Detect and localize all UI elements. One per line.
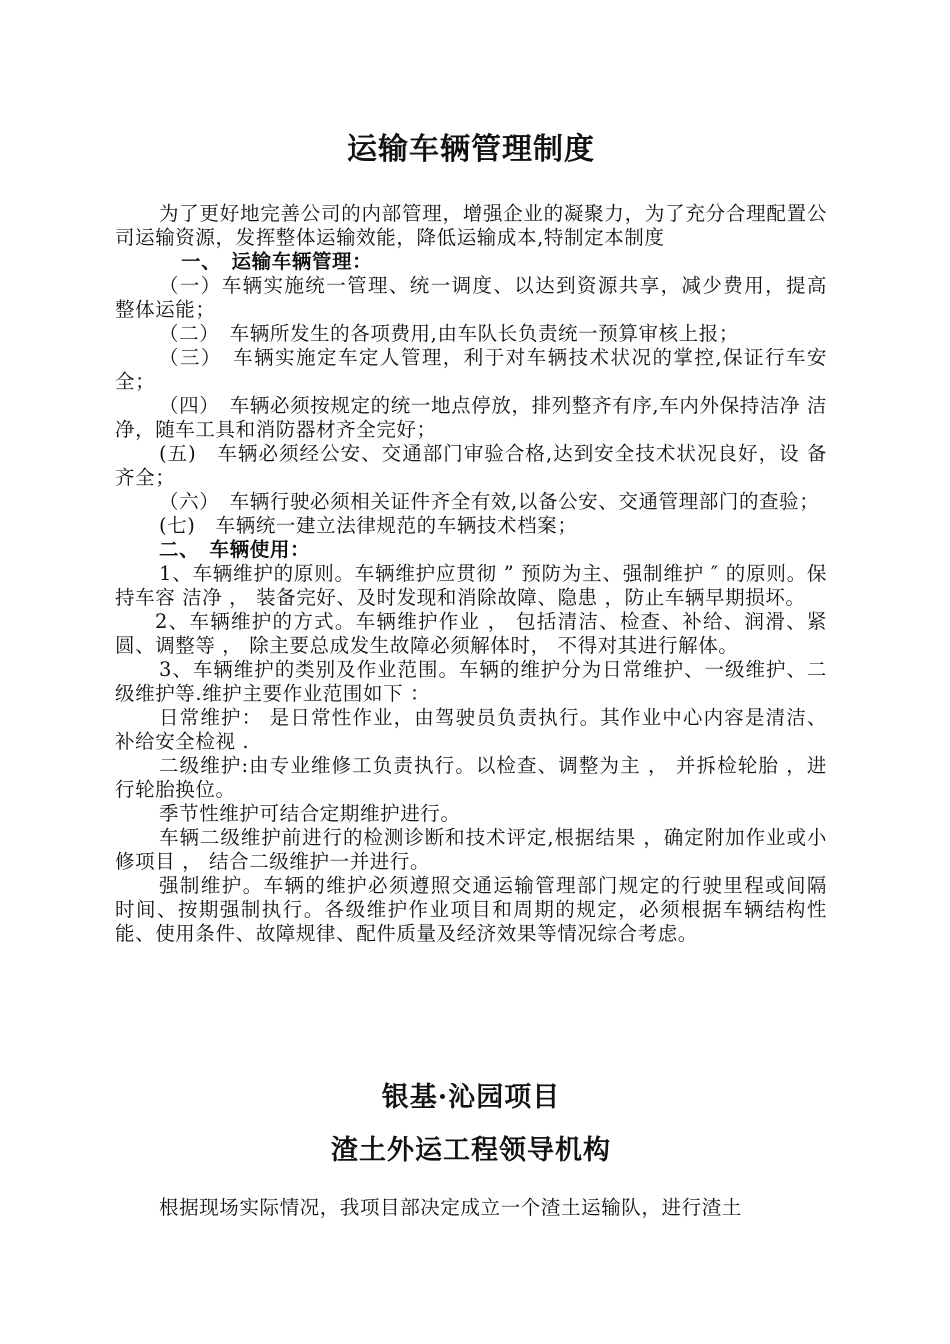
paragraph: 强制维护。车辆的维护必须遵照交通运输管理部门规定的行驶里程或间隔 时间、按期强制执行。各级维护作业项目和周期的规定，必须根据车辆结构性 能、使用条件、故障规律、配件质量及经济效果等情况综合考虑。 [115, 874, 827, 945]
project-subtitle: 银基·沁园项目 [381, 1082, 561, 1113]
paragraph: （四） 车辆必须按规定的统一地点停放，排列整齐有序,车内外保持洁净 洁净，随车工具和消防器材齐全完好； [115, 394, 827, 441]
paragraph: 日常维护： 是日常性作业，由驾驶员负责执行。其作业中心内容是清洁、补给安全检视 . [115, 706, 827, 753]
paragraph: (五) 车辆必须经公安、交通部门审验合格,达到安全技术状况良好，设 备齐全； [115, 442, 827, 489]
section-heading-vehicle-use: 二、 车辆使用： [159, 538, 311, 561]
paragraph: 2、车辆维护的方式。车辆维护作业 ， 包括清洁、检查、补给、润滑、紧圆、调整等 ， 除主要总成发生故障必须解体时， 不得对其进行解体。 [115, 610, 827, 657]
paragraph: 季节性维护可结合定期维护进行。 [159, 802, 461, 825]
document-title: 运输车辆管理制度 [347, 132, 595, 167]
paragraph: (七) 车辆统一建立法律规范的车辆技术档案； [159, 514, 578, 537]
paragraph: 二级维护:由专业维修工负责执行。以检查、调整为主 ， 并拆检轮胎 ，进行轮胎换位。 [115, 754, 827, 801]
paragraph: （三） 车辆实施定车定人管理，利于对车辆技术状况的掌控,保证行车安全； [115, 346, 827, 393]
paragraph: （一）车辆实施统一管理、统一调度、以达到资源共享，减少费用，提高 整体运能； [115, 274, 827, 321]
paragraph: （六） 车辆行驶必须相关证件齐全有效,以备公安、交通管理部门的查验； [159, 490, 820, 513]
document-body [115, 202, 827, 946]
paragraph: 1、车辆维护的原则。车辆维护应贯彻 ” 预防为主、强制维护 ″ 的原则。保持车容 洁净 ， 装备完好、及时发现和消除故障、隐患 ，防止车辆早期损坏。 [115, 562, 827, 609]
paragraph: （二） 车辆所发生的各项费用,由车队长负责统一预算审核上报； [159, 322, 739, 345]
closing-body [115, 1196, 827, 1220]
organization-subtitle: 渣土外运工程领导机构 [331, 1135, 611, 1166]
intro-paragraph: 为了更好地完善公司的内部管理，增强企业的凝聚力，为了充分合理配置公司运输资源，发挥整体运输效能，降低运输成本,特制定本制度 [115, 202, 827, 249]
closing-paragraph: 根据现场实际情况，我项目部决定成立一个渣土运输队，进行渣土 [159, 1196, 742, 1219]
paragraph: 车辆二级维护前进行的检测诊断和技术评定,根据结果 ，确定附加作业或小修项目 ， 结合二级维护一并进行。 [115, 826, 827, 873]
paragraph: 3、车辆维护的类别及作业范围。车辆的维护分为日常维护、一级维护、二级维护等.维护主要作业范围如下 ： [115, 658, 827, 705]
section-heading-vehicle-management: 一、 运输车辆管理： [181, 250, 373, 273]
